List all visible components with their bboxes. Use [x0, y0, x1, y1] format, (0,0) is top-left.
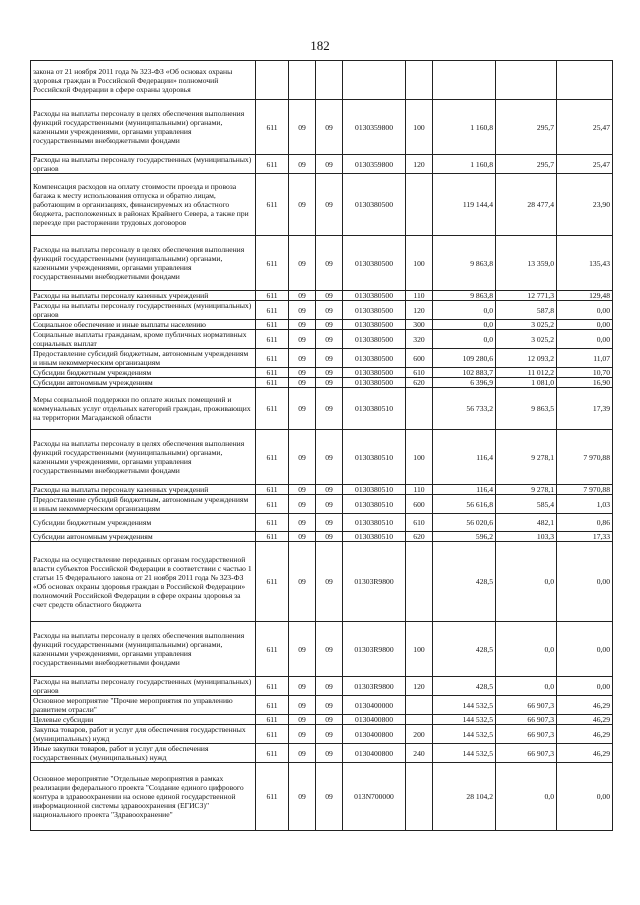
- table-row: [31, 677, 613, 696]
- expense-type-code: 620: [406, 532, 433, 542]
- target-article-code: 0130380510: [343, 495, 406, 514]
- table-row: [31, 236, 613, 291]
- subsection-code: 09: [316, 485, 343, 495]
- table-row: [31, 542, 613, 622]
- row-description: Субсидии автономным учреждениям: [31, 378, 256, 388]
- expense-type-code: 100: [406, 236, 433, 291]
- execution-percent: 46,29: [557, 696, 613, 715]
- approved-amount: 0,0: [433, 320, 496, 330]
- row-description: Основное мероприятие "Прочие мероприятия по управлению развитием отрасли": [31, 696, 256, 715]
- subsection-code: 09: [316, 495, 343, 514]
- approved-amount: 144 532,5: [433, 725, 496, 744]
- department-code: 611: [256, 388, 289, 430]
- section-code: 09: [289, 155, 316, 174]
- section-code: 09: [289, 744, 316, 763]
- subsection-code: 09: [316, 320, 343, 330]
- approved-amount: 28 104,2: [433, 763, 496, 831]
- row-description: Предоставление субсидий бюджетным, автономным учреждениям и иным некоммерческим организациям: [31, 349, 256, 368]
- table-row: [31, 291, 613, 301]
- department-code: 611: [256, 763, 289, 831]
- department-code: 611: [256, 542, 289, 622]
- approved-amount: 9 863,8: [433, 236, 496, 291]
- executed-amount: 66 907,3: [496, 715, 557, 725]
- expense-type-code: 120: [406, 155, 433, 174]
- execution-percent: 0,00: [557, 622, 613, 677]
- expense-type-code: [406, 542, 433, 622]
- execution-percent: 129,48: [557, 291, 613, 301]
- approved-amount: 596,2: [433, 532, 496, 542]
- section-code: 09: [289, 763, 316, 831]
- executed-amount: 66 907,3: [496, 725, 557, 744]
- row-description: Меры социальной поддержки по оплате жилых помещений и коммунальных услуг отдельных категорий граждан, проживающих на территории Магаданской области: [31, 388, 256, 430]
- expense-type-code: 620: [406, 378, 433, 388]
- approved-amount: 56 733,2: [433, 388, 496, 430]
- target-article-code: 0130380500: [343, 378, 406, 388]
- approved-amount: 9 863,8: [433, 291, 496, 301]
- table-row: [31, 301, 613, 320]
- execution-percent: 7 970,88: [557, 430, 613, 485]
- section-code: 09: [289, 677, 316, 696]
- approved-amount: 109 280,6: [433, 349, 496, 368]
- section-code: 09: [289, 174, 316, 236]
- execution-percent: 0,00: [557, 301, 613, 320]
- execution-percent: 0,00: [557, 763, 613, 831]
- executed-amount: 0,0: [496, 622, 557, 677]
- row-description: Расходы на выплаты персоналу казенных учреждений: [31, 291, 256, 301]
- target-article-code: 0130380500: [343, 368, 406, 378]
- executed-amount: 295,7: [496, 100, 557, 155]
- target-article-code: 0130359800: [343, 100, 406, 155]
- subsection-code: 09: [316, 725, 343, 744]
- row-description: Расходы на выплаты персоналу в целях обеспечения выполнения функций государственными (муниципальными) органами, казенными учреждениями, органами управления государственными внебюджетными фондами: [31, 100, 256, 155]
- row-description: Предоставление субсидий бюджетным, автономным учреждениям и иным некоммерческим организациям: [31, 495, 256, 514]
- table-row: [31, 61, 613, 100]
- department-code: 611: [256, 725, 289, 744]
- row-description: Расходы на выплаты персоналу в целях обеспечения выполнения функций государственными (муниципальными) органами, казенными учреждениями, органами управления государственными внебюджетными фондами: [31, 430, 256, 485]
- section-code: [289, 61, 316, 100]
- execution-percent: 0,00: [557, 330, 613, 349]
- subsection-code: 09: [316, 622, 343, 677]
- department-code: 611: [256, 715, 289, 725]
- target-article-code: 0130380510: [343, 532, 406, 542]
- row-description: Социальное обеспечение и иные выплаты населению: [31, 320, 256, 330]
- approved-amount: 0,0: [433, 330, 496, 349]
- table-row: [31, 378, 613, 388]
- section-code: 09: [289, 532, 316, 542]
- expense-type-code: [406, 388, 433, 430]
- subsection-code: 09: [316, 330, 343, 349]
- department-code: 611: [256, 744, 289, 763]
- target-article-code: 0130359800: [343, 155, 406, 174]
- approved-amount: 428,5: [433, 542, 496, 622]
- execution-percent: 0,86: [557, 514, 613, 532]
- execution-percent: 46,29: [557, 715, 613, 725]
- approved-amount: 116,4: [433, 485, 496, 495]
- target-article-code: 0130380510: [343, 514, 406, 532]
- table-row: [31, 320, 613, 330]
- approved-amount: 116,4: [433, 430, 496, 485]
- expense-type-code: [406, 763, 433, 831]
- approved-amount: 56 020,6: [433, 514, 496, 532]
- subsection-code: 09: [316, 100, 343, 155]
- approved-amount: 0,0: [433, 301, 496, 320]
- expense-type-code: [406, 61, 433, 100]
- table-row: [31, 715, 613, 725]
- row-description: Расходы на осуществление переданных органам государственной власти субъектов Российской Федерации в соответствии с частью 1 статьи 15 Федерального закона от 21 ноября 2011 года № 323-ФЗ «Об основах охраны здоровья граждан в Российской Федерации» полномочий Российской Федерации в сфере охраны здоровья за счет средств областного бюджета: [31, 542, 256, 622]
- table-row: [31, 622, 613, 677]
- expense-type-code: 110: [406, 291, 433, 301]
- approved-amount: 1 160,8: [433, 155, 496, 174]
- table-row: [31, 485, 613, 495]
- section-code: 09: [289, 495, 316, 514]
- department-code: 611: [256, 330, 289, 349]
- target-article-code: 0130380510: [343, 388, 406, 430]
- subsection-code: 09: [316, 349, 343, 368]
- table-row: [31, 100, 613, 155]
- row-description: Субсидии автономным учреждениям: [31, 532, 256, 542]
- approved-amount: 6 396,9: [433, 378, 496, 388]
- expense-type-code: 120: [406, 677, 433, 696]
- expense-type-code: 610: [406, 514, 433, 532]
- row-description: Субсидии бюджетным учреждениям: [31, 368, 256, 378]
- table-row: [31, 725, 613, 744]
- expense-type-code: [406, 715, 433, 725]
- executed-amount: 12 771,3: [496, 291, 557, 301]
- approved-amount: 144 532,5: [433, 696, 496, 715]
- department-code: 611: [256, 485, 289, 495]
- execution-percent: 46,29: [557, 744, 613, 763]
- subsection-code: 09: [316, 388, 343, 430]
- executed-amount: 12 093,2: [496, 349, 557, 368]
- execution-percent: 16,90: [557, 378, 613, 388]
- target-article-code: 0130380500: [343, 174, 406, 236]
- section-code: 09: [289, 100, 316, 155]
- table-row: [31, 763, 613, 831]
- table-row: [31, 174, 613, 236]
- section-code: 09: [289, 485, 316, 495]
- section-code: 09: [289, 696, 316, 715]
- department-code: 611: [256, 236, 289, 291]
- subsection-code: 09: [316, 174, 343, 236]
- subsection-code: 09: [316, 677, 343, 696]
- subsection-code: 09: [316, 368, 343, 378]
- expense-type-code: 110: [406, 485, 433, 495]
- target-article-code: 0130400800: [343, 715, 406, 725]
- table-row: [31, 532, 613, 542]
- executed-amount: 66 907,3: [496, 744, 557, 763]
- execution-percent: 46,29: [557, 725, 613, 744]
- section-code: 09: [289, 349, 316, 368]
- expense-type-code: 200: [406, 725, 433, 744]
- row-description: Расходы на выплаты персоналу в целях обеспечения выполнения функций государственными (муниципальными) органами, казенными учреждениями, органами управления государственными внебюджетными фондами: [31, 236, 256, 291]
- department-code: 611: [256, 100, 289, 155]
- row-description: Расходы на выплаты персоналу государственных (муниципальных) органов: [31, 677, 256, 696]
- subsection-code: 09: [316, 696, 343, 715]
- table-row: [31, 430, 613, 485]
- approved-amount: 102 883,7: [433, 368, 496, 378]
- approved-amount: [433, 61, 496, 100]
- table-row: [31, 514, 613, 532]
- target-article-code: 0130380500: [343, 301, 406, 320]
- subsection-code: 09: [316, 715, 343, 725]
- execution-percent: 17,39: [557, 388, 613, 430]
- expense-type-code: 120: [406, 301, 433, 320]
- table-row: [31, 388, 613, 430]
- target-article-code: 0130400800: [343, 725, 406, 744]
- execution-percent: [557, 61, 613, 100]
- section-code: 09: [289, 622, 316, 677]
- target-article-code: 013N700000: [343, 763, 406, 831]
- section-code: 09: [289, 291, 316, 301]
- row-description: Социальные выплаты гражданам, кроме публичных нормативных социальных выплат: [31, 330, 256, 349]
- row-description: Субсидии бюджетным учреждениям: [31, 514, 256, 532]
- department-code: 611: [256, 532, 289, 542]
- executed-amount: 11 012,2: [496, 368, 557, 378]
- executed-amount: 295,7: [496, 155, 557, 174]
- approved-amount: 1 160,8: [433, 100, 496, 155]
- execution-percent: 17,33: [557, 532, 613, 542]
- section-code: 09: [289, 330, 316, 349]
- row-description: Расходы на выплаты персоналу в целях обеспечения выполнения функций государственными (муниципальными) органами, казенными учреждениями, органами управления государственными внебюджетными фондами: [31, 622, 256, 677]
- execution-percent: 25,47: [557, 155, 613, 174]
- target-article-code: [343, 61, 406, 100]
- subsection-code: 09: [316, 430, 343, 485]
- executed-amount: 587,8: [496, 301, 557, 320]
- execution-percent: 0,00: [557, 542, 613, 622]
- expense-type-code: 240: [406, 744, 433, 763]
- section-code: 09: [289, 715, 316, 725]
- department-code: 611: [256, 696, 289, 715]
- execution-percent: 135,43: [557, 236, 613, 291]
- target-article-code: 0130380510: [343, 430, 406, 485]
- subsection-code: 09: [316, 744, 343, 763]
- section-code: 09: [289, 320, 316, 330]
- subsection-code: 09: [316, 532, 343, 542]
- executed-amount: 482,1: [496, 514, 557, 532]
- subsection-code: 09: [316, 514, 343, 532]
- budget-table: [30, 60, 613, 831]
- table-row: [31, 368, 613, 378]
- subsection-code: 09: [316, 236, 343, 291]
- department-code: 611: [256, 677, 289, 696]
- expense-type-code: [406, 696, 433, 715]
- target-article-code: 0130400800: [343, 744, 406, 763]
- table-row: [31, 349, 613, 368]
- expense-type-code: 100: [406, 622, 433, 677]
- subsection-code: 09: [316, 763, 343, 831]
- row-description: Расходы на выплаты персоналу государственных (муниципальных) органов: [31, 155, 256, 174]
- section-code: 09: [289, 301, 316, 320]
- executed-amount: 13 359,0: [496, 236, 557, 291]
- expense-type-code: 610: [406, 368, 433, 378]
- executed-amount: 9 278,1: [496, 430, 557, 485]
- approved-amount: 144 532,5: [433, 715, 496, 725]
- execution-percent: 11,07: [557, 349, 613, 368]
- table-row: [31, 495, 613, 514]
- row-description: Иные закупки товаров, работ и услуг для обеспечения государственных (муниципальных) нужд: [31, 744, 256, 763]
- expense-type-code: 600: [406, 349, 433, 368]
- executed-amount: 0,0: [496, 677, 557, 696]
- department-code: 611: [256, 301, 289, 320]
- executed-amount: 0,0: [496, 542, 557, 622]
- executed-amount: 3 025,2: [496, 330, 557, 349]
- subsection-code: 09: [316, 301, 343, 320]
- executed-amount: 1 081,0: [496, 378, 557, 388]
- section-code: 09: [289, 542, 316, 622]
- table-row: [31, 744, 613, 763]
- target-article-code: 01303R9800: [343, 677, 406, 696]
- approved-amount: 428,5: [433, 677, 496, 696]
- table-row: [31, 155, 613, 174]
- department-code: 611: [256, 155, 289, 174]
- expense-type-code: 600: [406, 495, 433, 514]
- section-code: 09: [289, 725, 316, 744]
- section-code: 09: [289, 430, 316, 485]
- subsection-code: [316, 61, 343, 100]
- table-row: [31, 696, 613, 715]
- executed-amount: 3 025,2: [496, 320, 557, 330]
- expense-type-code: 300: [406, 320, 433, 330]
- department-code: 611: [256, 291, 289, 301]
- department-code: 611: [256, 622, 289, 677]
- executed-amount: 9 863,5: [496, 388, 557, 430]
- department-code: 611: [256, 320, 289, 330]
- department-code: [256, 61, 289, 100]
- executed-amount: [496, 61, 557, 100]
- target-article-code: 0130380500: [343, 349, 406, 368]
- department-code: 611: [256, 174, 289, 236]
- executed-amount: 28 477,4: [496, 174, 557, 236]
- target-article-code: 0130380500: [343, 320, 406, 330]
- section-code: 09: [289, 368, 316, 378]
- execution-percent: 0,00: [557, 320, 613, 330]
- execution-percent: 1,03: [557, 495, 613, 514]
- target-article-code: 0130380500: [343, 236, 406, 291]
- row-description: Расходы на выплаты персоналу казенных учреждений: [31, 485, 256, 495]
- executed-amount: 66 907,3: [496, 696, 557, 715]
- executed-amount: 585,4: [496, 495, 557, 514]
- subsection-code: 09: [316, 291, 343, 301]
- expense-type-code: [406, 174, 433, 236]
- expense-type-code: 100: [406, 100, 433, 155]
- execution-percent: 23,90: [557, 174, 613, 236]
- section-code: 09: [289, 378, 316, 388]
- row-description: Целевые субсидии: [31, 715, 256, 725]
- subsection-code: 09: [316, 378, 343, 388]
- target-article-code: 0130400000: [343, 696, 406, 715]
- table-row: [31, 330, 613, 349]
- execution-percent: 0,00: [557, 677, 613, 696]
- department-code: 611: [256, 349, 289, 368]
- target-article-code: 01303R9800: [343, 622, 406, 677]
- approved-amount: 428,5: [433, 622, 496, 677]
- section-code: 09: [289, 514, 316, 532]
- department-code: 611: [256, 430, 289, 485]
- execution-percent: 10,70: [557, 368, 613, 378]
- executed-amount: 103,3: [496, 532, 557, 542]
- expense-type-code: 320: [406, 330, 433, 349]
- expense-type-code: 100: [406, 430, 433, 485]
- section-code: 09: [289, 388, 316, 430]
- row-description: Расходы на выплаты персоналу государственных (муниципальных) органов: [31, 301, 256, 320]
- approved-amount: 56 616,8: [433, 495, 496, 514]
- approved-amount: 144 532,5: [433, 744, 496, 763]
- department-code: 611: [256, 378, 289, 388]
- page-number: 182: [310, 38, 330, 53]
- execution-percent: 25,47: [557, 100, 613, 155]
- execution-percent: 7 970,88: [557, 485, 613, 495]
- row-description: Компенсация расходов на оплату стоимости проезда и провоза багажа к месту использования отпуска и обратно лицам, работающим в организациях, финансируемых из областного бюджета, расположенных в районах Крайнего Севера, а также при переезде при расторжении трудовых договоров: [31, 174, 256, 236]
- target-article-code: 0130380510: [343, 485, 406, 495]
- section-code: 09: [289, 236, 316, 291]
- target-article-code: 01303R9800: [343, 542, 406, 622]
- subsection-code: 09: [316, 155, 343, 174]
- department-code: 611: [256, 495, 289, 514]
- row-description: Основное мероприятие "Отдельные мероприятия в рамках реализации федерального проекта "Создание единого цифрового контура в здравоохранении на основе единой государственной информационной системы здравоохранения (ЕГИСЗ)" национального проекта "Здравоохранение": [31, 763, 256, 831]
- row-description: закона от 21 ноября 2011 года № 323-ФЗ «Об основах охраны здоровья граждан в Российской Федерации» полномочий Российской Федерации в сфере охраны здоровья: [31, 61, 256, 100]
- target-article-code: 0130380500: [343, 291, 406, 301]
- row-description: Закупка товаров, работ и услуг для обеспечения государственных (муниципальных) нужд: [31, 725, 256, 744]
- department-code: 611: [256, 514, 289, 532]
- executed-amount: 0,0: [496, 763, 557, 831]
- executed-amount: 9 278,1: [496, 485, 557, 495]
- subsection-code: 09: [316, 542, 343, 622]
- target-article-code: 0130380500: [343, 330, 406, 349]
- approved-amount: 119 144,4: [433, 174, 496, 236]
- department-code: 611: [256, 368, 289, 378]
